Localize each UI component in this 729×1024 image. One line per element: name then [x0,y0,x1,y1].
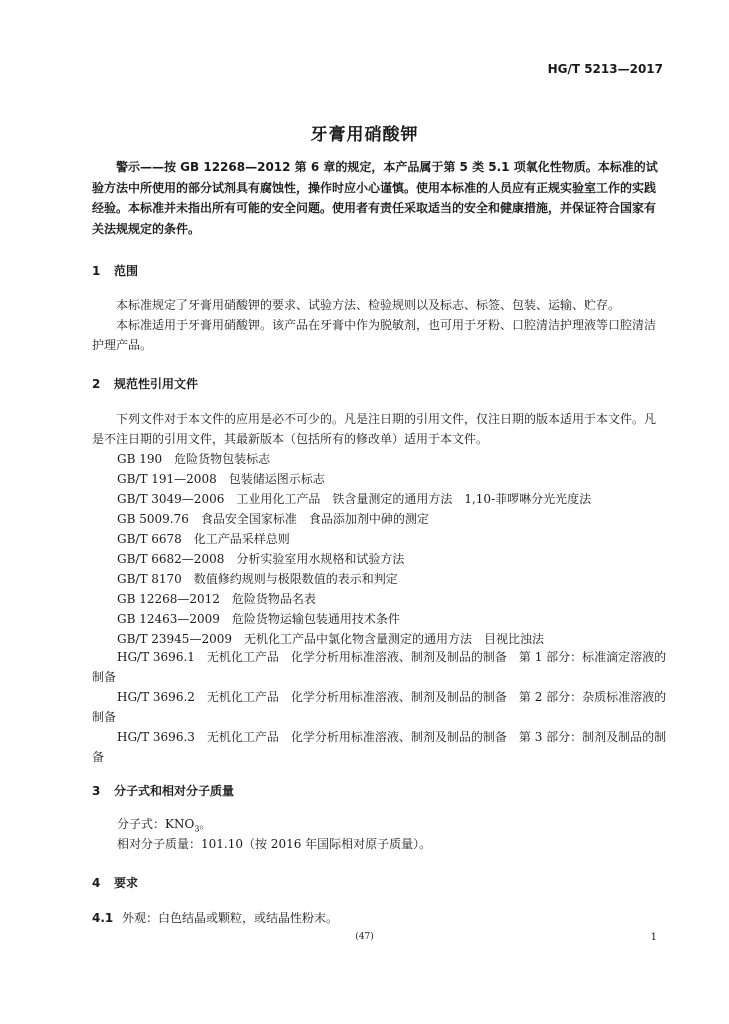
section-2-heading [92,375,198,392]
reference-item: HG/T 3696.1 无机化工产品 化学分析用标准溶液、制剂及制品的制备 第 1 部分：标准滴定溶液的制备 [92,650,667,684]
section-title: 要求 [114,876,139,890]
section-1-heading [92,262,138,279]
reference-item: GB 190 危险货物包装标志 [117,452,271,466]
section-number: 2 [92,377,101,391]
reference-item: GB/T 191—2008 包装储运图示标志 [117,472,325,486]
references-intro: 下列文件对于本文件的应用是必不可少的。凡是注日期的引用文件，仅注日期的版本适用于本文件。凡是不注日期的引用文件，其最新版本（包括所有的修改单）适用于本文件。 [92,412,657,446]
reference-item: GB 12268—2012 危险货物品名表 [117,592,316,606]
formula-subscript: 3 [194,824,200,834]
standard-number: HG/T 5213—2017 [547,62,663,76]
reference-item: GB/T 6682—2008 分析实验室用水规格和试验方法 [117,552,405,566]
scope-paragraph-2: 本标准适用于牙膏用硝酸钾。该产品在牙膏中作为脱敏剂，也可用于牙粉、口腔清洁护理液等口腔清洁护理产品。 [92,318,657,352]
warning-paragraph: 警示——按 GB 12268—2012 第 6 章的规定，本产品属于第 5 类 5.1 项氧化性物质。本标准的试验方法中所使用的部分试剂具有腐蚀性，操作时应小心谨慎。使用本标准的人员应有正规实验室工作的实践经验。本标准并未指出所有可能的安全问题。使用者有责任采取适当的安全和健康措施，并保证符合国家有关法规规定的条件。 [92,160,658,236]
section-title: 分子式和相对分子质量 [114,784,235,798]
reference-item: GB/T 8170 数值修约规则与极限数值的表示和判定 [117,572,398,586]
scope-paragraph-1: 本标准规定了牙膏用硝酸钾的要求、试验方法、检验规则以及标志、标签、包装、运输、贮存。 [116,298,621,312]
page-code: (47) [355,932,374,942]
section-3-heading [92,782,234,799]
requirement-4-1 [92,909,338,928]
section-number: 3 [92,784,101,798]
reference-item: GB/T 3049—2006 工业用化工产品 铁含量测定的通用方法 1,10-菲啰啉分光光度法 [117,492,592,506]
reference-item: GB/T 23945—2009 无机化工产品中氯化物含量测定的通用方法 目视比浊法 [117,632,544,646]
formula-end: 。 [199,817,212,831]
molecular-mass: 相对分子质量：101.10（按 2016 年国际相对原子质量）。 [117,837,432,851]
section-4-heading [92,874,138,891]
reference-item: GB/T 6678 化工产品采样总则 [117,532,290,546]
reference-item: GB 12463—2009 危险货物运输包装通用技术条件 [117,612,400,626]
page-number: 1 [650,932,657,943]
item-number: 4.1 [92,911,114,925]
document-title: 牙膏用硝酸钾 [310,125,419,145]
reference-item: HG/T 3696.3 无机化工产品 化学分析用标准溶液、制剂及制品的制备 第 3 部分：制剂及制品的制备 [92,730,667,764]
reference-item: HG/T 3696.2 无机化工产品 化学分析用标准溶液、制剂及制品的制备 第 2 部分：杂质标准溶液的制备 [92,690,667,724]
reference-item: GB 5009.76 食品安全国家标准 食品添加剂中砷的测定 [117,512,429,526]
item-text: 外观：白色结晶或颗粒，或结晶性粉末。 [122,911,339,925]
formula-label: 分子式：KNO [117,817,195,831]
section-number: 1 [92,264,101,278]
section-number: 4 [92,876,101,890]
section-title: 规范性引用文件 [114,377,199,391]
section-title: 范围 [114,264,139,278]
